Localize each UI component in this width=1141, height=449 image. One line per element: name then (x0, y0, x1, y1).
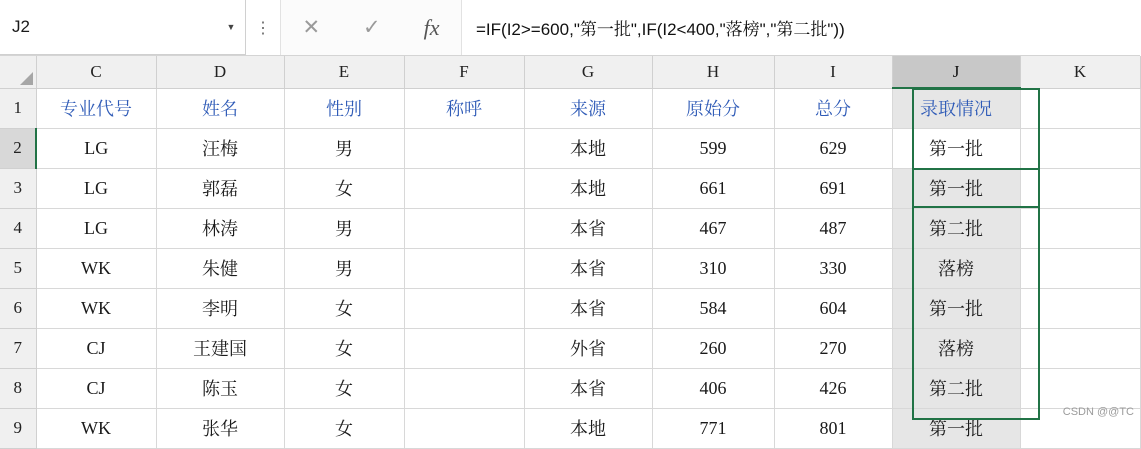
table-row (0, 128, 1140, 168)
column-header-D[interactable]: D (156, 56, 284, 88)
cell-J3[interactable]: 第一批 (892, 168, 1020, 208)
cell-C5[interactable]: WK (36, 248, 156, 288)
cell-H9[interactable]: 771 (652, 408, 774, 448)
row-header-5[interactable]: 5 (0, 248, 36, 288)
table-row (0, 328, 1140, 368)
cell-J8[interactable]: 第二批 (892, 368, 1020, 408)
row-header-6[interactable]: 6 (0, 288, 36, 328)
cell-J9[interactable]: 第一批 (892, 408, 1020, 448)
column-header-I[interactable]: I (774, 56, 892, 88)
cell-G1[interactable]: 来源 (524, 88, 652, 128)
cell-F3[interactable] (404, 168, 524, 208)
cancel-icon[interactable]: ✕ (302, 16, 321, 39)
cell-C2[interactable]: LG (36, 128, 156, 168)
cell-G2[interactable]: 本地 (524, 128, 652, 168)
cell-E7[interactable]: 女 (284, 328, 404, 368)
cell-E5[interactable]: 男 (284, 248, 404, 288)
cell-H5[interactable]: 310 (652, 248, 774, 288)
cell-I7[interactable]: 270 (774, 328, 892, 368)
cell-H3[interactable]: 661 (652, 168, 774, 208)
cell-C1[interactable]: 专业代号 (36, 88, 156, 128)
cell-J1[interactable]: 录取情况 (892, 88, 1020, 128)
cell-C9[interactable]: WK (36, 408, 156, 448)
table-row (0, 168, 1140, 208)
cell-I9[interactable]: 801 (774, 408, 892, 448)
row-header-8[interactable]: 8 (0, 368, 36, 408)
cell-F2[interactable] (404, 128, 524, 168)
cell-C3[interactable]: LG (36, 168, 156, 208)
cell-I2[interactable]: 629 (774, 128, 892, 168)
cell-C4[interactable]: LG (36, 208, 156, 248)
cell-K2[interactable] (1020, 128, 1140, 168)
cell-H6[interactable]: 584 (652, 288, 774, 328)
table-row (0, 368, 1140, 408)
column-header-F[interactable]: F (404, 56, 524, 88)
name-box-value: J2 (12, 17, 30, 36)
cell-H2[interactable]: 599 (652, 128, 774, 168)
cell-F4[interactable] (404, 208, 524, 248)
formula-input[interactable]: =IF(I2>=600,"第一批",IF(I2<400,"落榜","第二批")) (462, 0, 1140, 55)
cell-G5[interactable]: 本省 (524, 248, 652, 288)
cell-I3[interactable]: 691 (774, 168, 892, 208)
cell-F9[interactable] (404, 408, 524, 448)
watermark: CSDN @@TC (1062, 406, 1134, 418)
cell-F7[interactable] (404, 328, 524, 368)
cell-H8[interactable]: 406 (652, 368, 774, 408)
cell-K6[interactable] (1020, 288, 1140, 328)
confirm-icon[interactable]: ✓ (363, 16, 381, 39)
cell-I6[interactable]: 604 (774, 288, 892, 328)
row-header-4[interactable]: 4 (0, 208, 36, 248)
cell-K7[interactable] (1020, 328, 1140, 368)
cell-G4[interactable]: 本省 (524, 208, 652, 248)
cell-K1[interactable] (1020, 88, 1140, 128)
cell-G8[interactable]: 本省 (524, 368, 652, 408)
cell-G9[interactable]: 本地 (524, 408, 652, 448)
column-header-G[interactable]: G (524, 56, 652, 88)
cell-D5[interactable]: 朱健 (156, 248, 284, 288)
cell-E4[interactable]: 男 (284, 208, 404, 248)
cell-G3[interactable]: 本地 (524, 168, 652, 208)
table-row (0, 408, 1140, 448)
cell-G7[interactable]: 外省 (524, 328, 652, 368)
cell-D1[interactable]: 姓名 (156, 88, 284, 128)
column-header-row (0, 56, 1140, 88)
cell-C6[interactable]: WK (36, 288, 156, 328)
column-header-E[interactable]: E (284, 56, 404, 88)
cell-K3[interactable] (1020, 168, 1140, 208)
row-header-2[interactable]: 2 (0, 128, 36, 168)
cell-E3[interactable]: 女 (284, 168, 404, 208)
cell-I8[interactable]: 426 (774, 368, 892, 408)
more-options-icon[interactable]: ⋮ (246, 0, 281, 55)
column-header-C[interactable]: C (36, 56, 156, 88)
cell-E8[interactable]: 女 (284, 368, 404, 408)
table-row (0, 88, 1140, 128)
cell-E6[interactable]: 女 (284, 288, 404, 328)
cell-J6[interactable]: 第一批 (892, 288, 1020, 328)
table-row (0, 288, 1140, 328)
sheet-table (0, 56, 1141, 449)
formula-bar (0, 0, 1140, 56)
cell-D2[interactable]: 汪梅 (156, 128, 284, 168)
spreadsheet-grid (0, 56, 1140, 439)
cell-E9[interactable]: 女 (284, 408, 404, 448)
cell-J4[interactable]: 第二批 (892, 208, 1020, 248)
cell-C7[interactable]: CJ (36, 328, 156, 368)
cell-F1[interactable]: 称呼 (404, 88, 524, 128)
cell-G6[interactable]: 本省 (524, 288, 652, 328)
column-header-J[interactable]: J (892, 56, 1020, 88)
column-header-H[interactable]: H (652, 56, 774, 88)
column-header-K[interactable]: K (1020, 56, 1140, 88)
cell-D4[interactable]: 林涛 (156, 208, 284, 248)
cell-F6[interactable] (404, 288, 524, 328)
cell-J2[interactable]: 第一批 (892, 128, 1020, 168)
cell-K8[interactable] (1020, 368, 1140, 408)
cell-F8[interactable] (404, 368, 524, 408)
cell-I5[interactable]: 330 (774, 248, 892, 288)
cell-I1[interactable]: 总分 (774, 88, 892, 128)
cell-K4[interactable] (1020, 208, 1140, 248)
cell-J5[interactable]: 落榜 (892, 248, 1020, 288)
cell-H7[interactable]: 260 (652, 328, 774, 368)
cell-H1[interactable]: 原始分 (652, 88, 774, 128)
cell-K5[interactable] (1020, 248, 1140, 288)
formula-controls (281, 0, 462, 55)
cell-D7[interactable]: 王建国 (156, 328, 284, 368)
row-header-7[interactable]: 7 (0, 328, 36, 368)
table-row (0, 208, 1140, 248)
row-header-3[interactable]: 3 (0, 168, 36, 208)
cell-C8[interactable]: CJ (36, 368, 156, 408)
row-header-1[interactable]: 1 (0, 88, 36, 128)
cell-D8[interactable]: 陈玉 (156, 368, 284, 408)
cell-J7[interactable]: 落榜 (892, 328, 1020, 368)
table-row (0, 248, 1140, 288)
select-all-button[interactable] (0, 56, 36, 88)
chevron-down-icon[interactable]: ▼ (226, 22, 236, 32)
row-header-9[interactable]: 9 (0, 408, 36, 448)
name-box[interactable] (0, 0, 246, 55)
cell-D6[interactable]: 李明 (156, 288, 284, 328)
cell-E1[interactable]: 性别 (284, 88, 404, 128)
cell-D9[interactable]: 张华 (156, 408, 284, 448)
insert-function-icon[interactable]: fx (423, 14, 440, 40)
cell-H4[interactable]: 467 (652, 208, 774, 248)
cell-I4[interactable]: 487 (774, 208, 892, 248)
cell-F5[interactable] (404, 248, 524, 288)
select-all-triangle-icon (20, 72, 33, 85)
cell-E2[interactable]: 男 (284, 128, 404, 168)
cell-D3[interactable]: 郭磊 (156, 168, 284, 208)
